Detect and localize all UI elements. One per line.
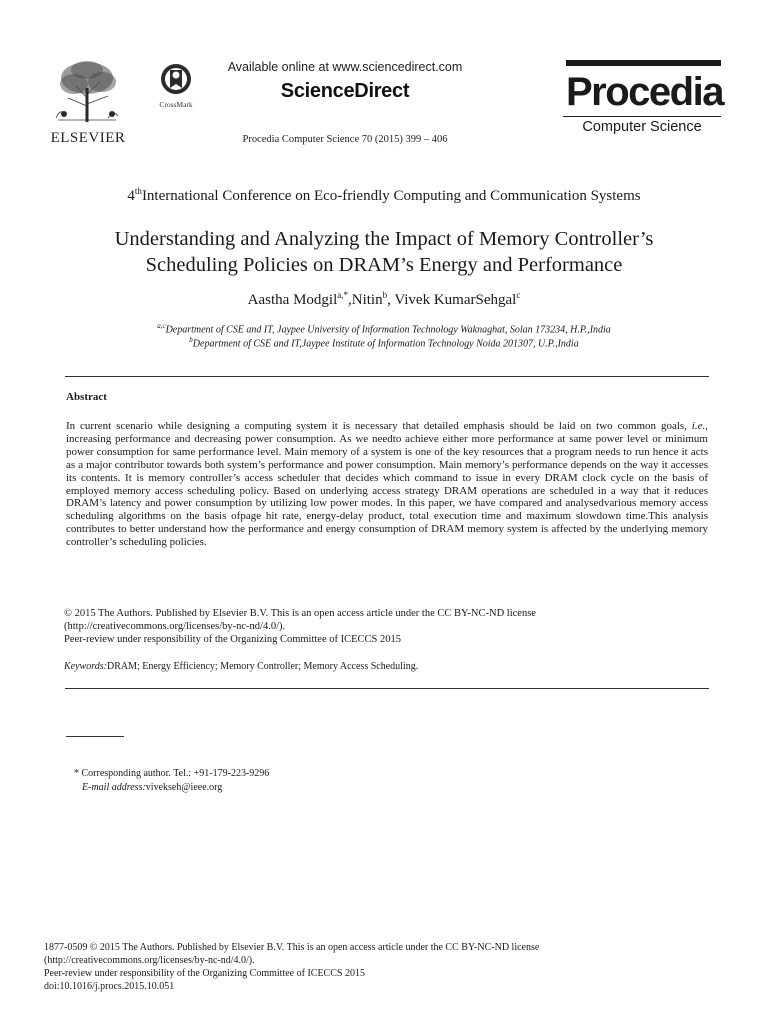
email-label: E-mail address:: [82, 782, 146, 793]
elsevier-wordmark: ELSEVIER: [50, 130, 126, 146]
conference-ordinal: 4: [127, 188, 135, 204]
abstract-text: , increasing performance and decreasing power consumption. As we needto achieve either more performance at same power level or minimum power consumption for same performance level. Main memory of a system is one of the key resources that a program needs to run hence it acts as a major contributor towards both system’s performance and power consumption. Main memory’s performance depends on the way it accesses its contents. It is memory controller’s access scheduler that decides which command to issue in every DRAM clock cycle on the basis of employed memory access scheduling policy. Based on underlying access strategy DRAM operations are scheduled in a way that it reduces DRAM’s latency and power consumption by utilizing low power modes. In this paper, we have compared and analysedvarious memory access scheduling algorithms on the basis ofpage hit rate, energy-delay product, total execution time and maximum slowdown time.This analysis contributes to better understand how the performance and energy consumption of DRAM memory system is affected by the underlying memory controller’s scheduling policies.: [66, 420, 708, 549]
elsevier-tree-icon: [46, 58, 128, 124]
affiliation: [40, 336, 728, 349]
copyright-notice: © 2015 The Authors. Published by Elsevier B.V. This is an open access article under the CC BY-NC-ND license: [64, 608, 536, 619]
abstract-ie: i.e.: [691, 420, 706, 432]
journal-citation: Procedia Computer Science 70 (2015) 399 – 406: [242, 134, 448, 145]
author-affiliation-mark: a,*: [337, 290, 348, 300]
author-name: ,Nitin: [348, 292, 383, 308]
footnote-rule: [66, 736, 124, 737]
abstract-top-rule: [65, 376, 709, 377]
author-affiliation-mark: c: [516, 290, 521, 300]
footer-peer-review: Peer-review under responsibility of the Organizing Committee of ICECCS 2015: [44, 968, 365, 979]
crossmark-badge[interactable]: [152, 62, 200, 114]
affiliation: [40, 322, 728, 335]
keywords-label: Keywords:: [64, 661, 107, 672]
footer-doi[interactable]: doi:10.1016/j.procs.2015.10.051: [44, 981, 175, 992]
conference-ordinal-suffix: th: [134, 186, 142, 196]
paper-title-line-1: Understanding and Analyzing the Impact of Memory Controller’s: [114, 228, 654, 250]
keywords-list: DRAM; Energy Efficiency; Memory Controller; Memory Access Scheduling.: [106, 661, 419, 672]
author-name: , Vivek KumarSehgal: [387, 292, 517, 308]
affiliation-text: Department of CSE and IT, Jaypee University of Information Technology Waknaghat, Solan 173234, H.P.,India: [165, 324, 611, 336]
procedia-logo: [563, 60, 721, 138]
author-affiliation-mark: b: [382, 290, 388, 300]
footer-license-link[interactable]: (http://creativecommons.org/licenses/by-nc-nd/4.0/).: [44, 955, 255, 966]
procedia-logo-subtitle: Computer Science: [582, 119, 702, 135]
paper-title-line-2: Scheduling Policies on DRAM’s Energy and Performance: [145, 254, 623, 276]
abstract-heading: Abstract: [66, 391, 107, 403]
peer-review-note: Peer-review under responsibility of the Organizing Committee of ICECCS 2015: [64, 634, 401, 645]
affiliation-mark: a,c: [157, 322, 166, 330]
procedia-logo-name: Procedia: [566, 70, 723, 114]
procedia-logo-bar: [566, 60, 721, 66]
crossmark-label: CrossMark: [159, 100, 193, 109]
author-list: [40, 290, 728, 309]
elsevier-logo: [46, 58, 130, 148]
conference-name: [40, 186, 728, 205]
email-line: [82, 782, 222, 793]
email-address[interactable]: vivekseh@ieee.org: [145, 782, 223, 793]
affiliation-mark: b: [189, 336, 193, 344]
keywords-line: [64, 661, 418, 672]
affiliation-text: Department of CSE and IT,Jaypee Institute of Information Technology Noida 201307, U.P.,India: [192, 338, 579, 350]
footer-issn-line: 1877-0509 © 2015 The Authors. Published by Elsevier B.V. This is an open access article under the CC BY-NC-ND license: [44, 942, 540, 953]
procedia-logo-subtitle-box: [563, 116, 721, 139]
abstract-text: In current scenario while designing a computing system it is necessary that detailed emphasis should be laid on two common goals,: [66, 420, 692, 432]
author-name: Aastha Modgil: [247, 292, 338, 308]
corresponding-author-note: * Corresponding author. Tel.: +91-179-223-9296: [74, 768, 270, 779]
conference-title: International Conference on Eco-friendly Computing and Communication Systems: [141, 188, 641, 204]
paper-title: [40, 226, 728, 278]
license-link[interactable]: (http://creativecommons.org/licenses/by-nc-nd/4.0/).: [64, 621, 286, 632]
abstract-body: [66, 420, 708, 549]
available-online-text: Available online at www.sciencedirect.com: [227, 60, 463, 74]
crossmark-icon: [159, 62, 193, 98]
abstract-bottom-rule: [65, 688, 709, 689]
sciencedirect-brand[interactable]: ScienceDirect: [280, 80, 410, 102]
